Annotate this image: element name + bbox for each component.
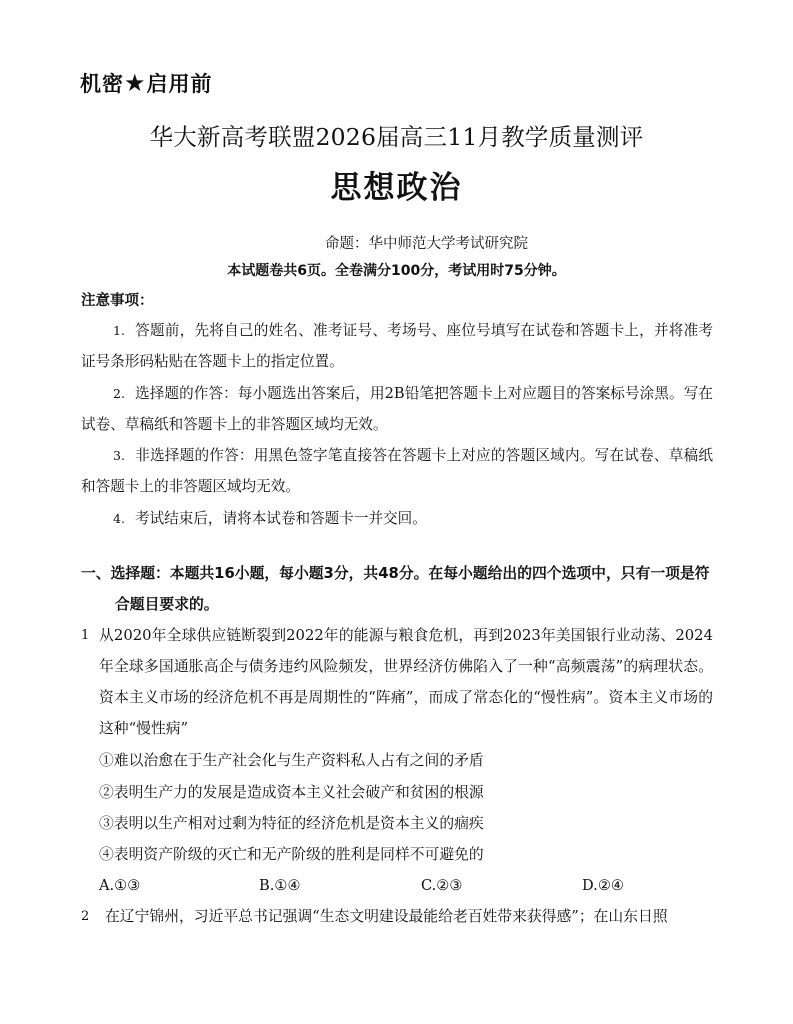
notice-item-number: 1. — [113, 323, 125, 338]
subject-title: 思想政治 — [330, 170, 463, 206]
question-number: 2 — [81, 909, 90, 924]
notice-item — [81, 378, 713, 440]
notice-item-number: 4. — [113, 511, 125, 526]
choice-b: B.①④ — [259, 877, 301, 894]
star-icon: ★ — [124, 69, 147, 97]
statement-3: ③表明以生产相对过剩为特征的经济危机是资本主义的痼疾 — [99, 815, 484, 832]
choice-a: A.①③ — [99, 877, 141, 894]
notice-item-number: 2. — [113, 386, 125, 401]
choice-d: D.②④ — [582, 877, 624, 894]
question-stem: 从2020年全球供应链断裂到2022年的能源与粮食危机，再到2023年美国银行业动荡、2024年全球多国通胀高企与债务违约风险频发，世界经济仿佛陷入了一种“高频震荡”的病理状态。资本主义市场的经济危机不再是周期性的“阵痛”，而成了常态化的“慢性病”。资本主义市场的这种“慢性病” — [99, 627, 713, 737]
notice-item — [81, 503, 713, 534]
section-heading: 一、选择题：本题共16小题，每小题3分，共48分。在每小题给出的四个选项中，只有一项是符合题目要求的。 — [81, 565, 710, 613]
confidential-text-suffix: 启用前 — [146, 72, 213, 96]
statement-2: ②表明生产力的发展是造成资本主义社会破产和贫困的根源 — [99, 784, 484, 801]
notice-item — [81, 315, 713, 377]
confidential-text: 机密 — [80, 72, 124, 96]
question-stem: 在辽宁锦州，习近平总书记强调“生态文明建设最能给老百姓带来获得感”；在山东日照 — [105, 908, 668, 925]
notice-heading: 注意事项： — [81, 293, 154, 309]
exam-info: 本试题卷共6页。全卷满分100分，考试用时75分钟。 — [227, 263, 566, 279]
exam-author: 命题：华中师范大学考试研究院 — [325, 236, 528, 252]
notice-item-text: 非选择题的作答：用黑色签字笔直接答在答题卡上对应的答题区域内。写在试卷、草稿纸和答题卡上的非答题区域均无效。 — [81, 447, 713, 495]
notice-item-number: 3. — [113, 448, 125, 463]
statement-4: ④表明资产阶级的灭亡和无产阶级的胜利是同样不可避免的 — [99, 846, 484, 863]
answer-choices — [99, 870, 659, 901]
question-1 — [81, 620, 713, 744]
question-2 — [81, 901, 713, 932]
notice-item-text: 考试结束后，请将本试卷和答题卡一并交回。 — [134, 510, 427, 527]
exam-title: 华大新高考联盟2026届高三11月教学质量测评 — [149, 123, 644, 151]
question-number: 1 — [81, 628, 90, 643]
notice-item — [81, 440, 713, 502]
statement-1: ①难以治愈在于生产社会化与生产资料私人占有之间的矛盾 — [99, 752, 484, 769]
choice-c: C.②③ — [421, 877, 463, 894]
notice-item-text: 选择题的作答：每小题选出答案后，用2B铅笔把答题卡上对应题目的答案标号涂黑。写在试卷、草稿纸和答题卡上的非答题区域均无效。 — [81, 385, 713, 433]
notice-item-text: 答题前，先将自己的姓名、准考证号、考场号、座位号填写在试卷和答题卡上，并将准考证号条形码粘贴在答题卡上的指定位置。 — [81, 322, 713, 370]
confidential-label — [80, 68, 213, 98]
